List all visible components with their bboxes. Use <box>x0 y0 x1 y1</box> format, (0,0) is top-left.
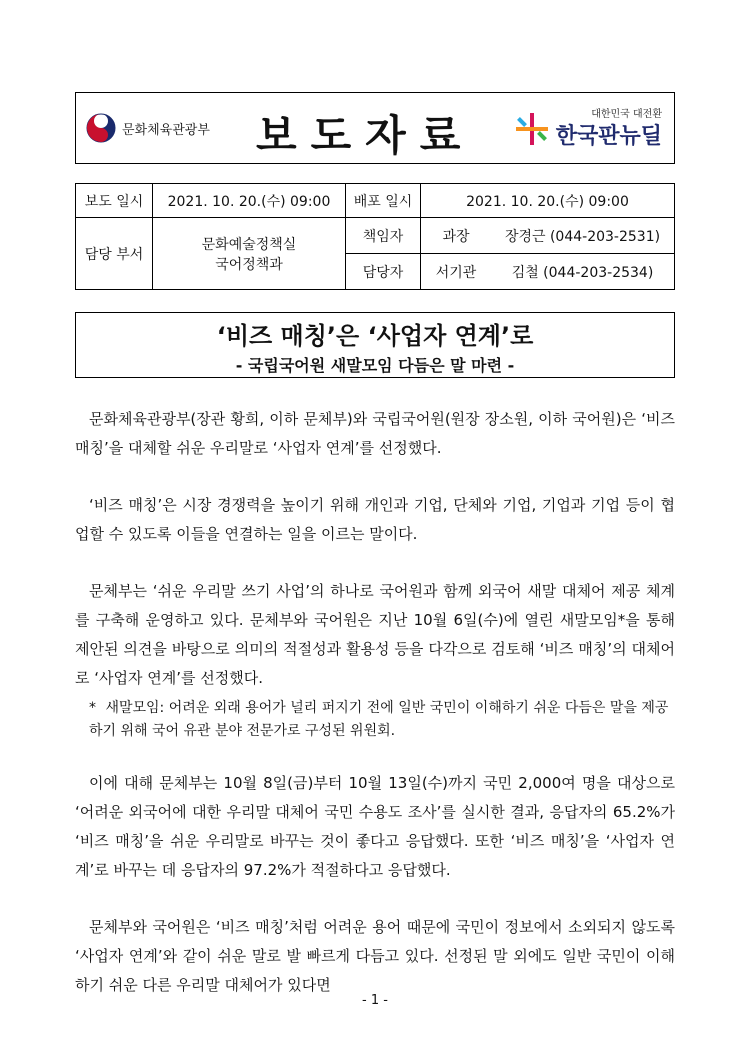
brand-title: 한국판뉴딜 <box>555 124 662 149</box>
staff-title: 서기관 <box>421 254 492 290</box>
ministry-logo <box>86 113 210 143</box>
headline-subtitle: - 국립국어원 새말모임 다듬은 말 마련 - <box>235 356 515 375</box>
report-date: 2021. 10. 20.(수) 09:00 <box>153 184 346 218</box>
paragraph-2: ‘비즈 매칭’은 시장 경쟁력을 높이기 위해 개인과 기업, 단체와 기업, 기업과 기업 등이 협업할 수 있도록 이들을 연결하는 일을 이르는 말이다. <box>75 496 675 543</box>
footnote-text: 새말모임: 어려운 외래 용어가 널리 퍼지기 전에 일반 국민이 이해하기 쉬운 다듬은 말을 제공하기 위해 국어 유관 분야 전문가로 구성된 위원회. <box>89 700 669 739</box>
staff-label: 담당자 <box>346 254 421 290</box>
staff-name: 김철 (044-203-2534) <box>491 254 675 290</box>
dept-label: 담당 부서 <box>76 218 153 290</box>
new-deal-logo <box>514 103 664 153</box>
brand-subtitle: 대한민국 대전환 <box>591 109 662 120</box>
headline-box <box>75 312 675 378</box>
ministry-name: 문화체육관광부 <box>122 122 210 138</box>
info-table <box>75 183 675 290</box>
report-label: 보도 일시 <box>76 184 153 218</box>
distribution-label: 배포 일시 <box>346 184 421 218</box>
footnote-mark: * <box>89 700 96 716</box>
new-deal-icon <box>514 111 550 147</box>
headline-title: ‘비즈 매칭’은 ‘사업자 연계’로 <box>216 322 534 350</box>
article-body <box>75 405 675 1028</box>
dept-line-1: 문화예술정책실 <box>201 236 297 253</box>
footnote <box>89 697 675 743</box>
paragraph-3: 문체부는 ‘쉬운 우리말 쓰기 사업’의 하나로 국어원과 함께 외국어 새말 대체어 제공 체계를 구축해 운영하고 있다. 문체부와 국어원은 지난 10월 6일(수)에 열린 새말모임*을 통해 제안된 의견을 바탕으로 의미의 적절성과 활용성 등을 다각으로 검토해 ‘비즈 매칭’의 대체어로 ‘사업자 연계’를 선정했다. <box>75 582 675 687</box>
manager-label: 책임자 <box>346 218 421 254</box>
manager-title: 과장 <box>421 218 492 254</box>
press-release-header <box>75 92 675 164</box>
dept-name <box>153 218 346 290</box>
dept-line-2: 국어정책과 <box>215 256 283 273</box>
paragraph-1: 문화체육관광부(장관 황희, 이하 문체부)와 국립국어원(원장 장소원, 이하 국어원)은 ‘비즈 매칭’을 대체할 쉬운 우리말로 ‘사업자 연계’를 선정했다. <box>75 410 675 457</box>
manager-name: 장경근 (044-203-2531) <box>491 218 675 254</box>
page-title: 보도자료 <box>256 111 475 160</box>
taegeuk-icon <box>86 113 116 143</box>
paragraph-5: 문체부와 국어원은 ‘비즈 매칭’처럼 어려운 용어 때문에 국민이 정보에서 소외되지 않도록 ‘사업자 연계’와 같이 쉬운 말로 발 빠르게 다듬고 있다. 선정된 말 외에도 일반 국민이 이해하기 쉬운 다른 우리말 대체어가 있다면 <box>75 918 675 994</box>
paragraph-4: 이에 대해 문체부는 10월 8일(금)부터 10월 13일(수)까지 국민 2,000여 명을 대상으로 ‘어려운 외국어에 대한 우리말 대체어 국민 수용도 조사’를 실시한 결과, 응답자의 65.2%가 ‘비즈 매칭’을 쉬운 우리말로 바꾸는 것이 좋다고 응답했다. 또한 ‘비즈 매칭’을 ‘사업자 연계’로 바꾸는 데 응답자의 97.2%가 적절하다고 응답했다. <box>75 774 675 879</box>
distribution-date: 2021. 10. 20.(수) 09:00 <box>421 184 675 218</box>
page-number: - 1 - <box>362 993 388 1008</box>
